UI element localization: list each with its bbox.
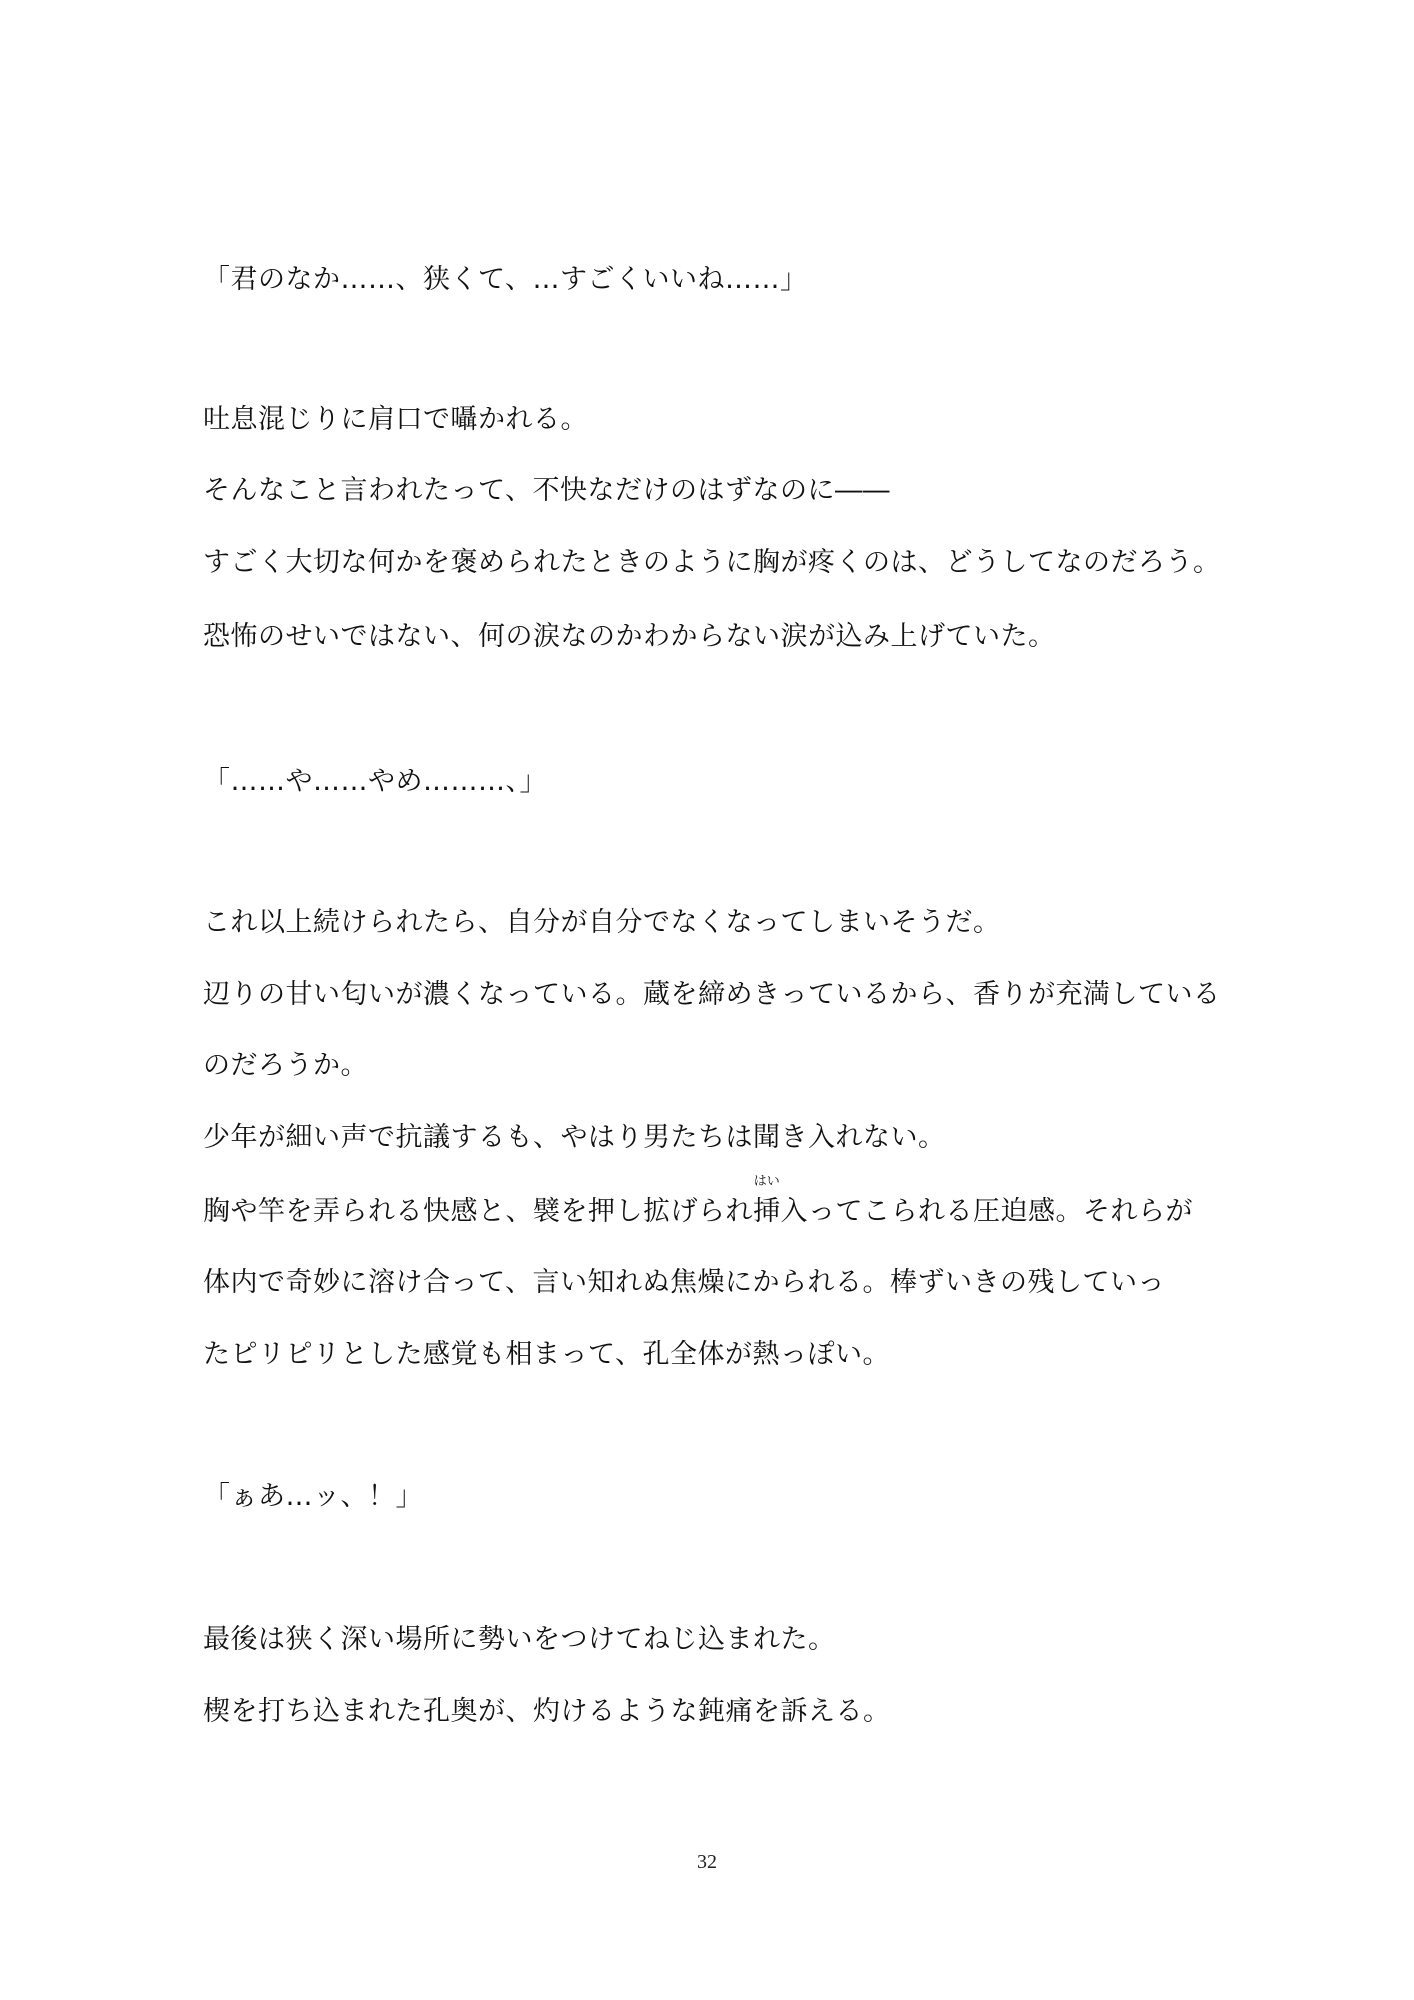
text-line: 楔を打ち込まれた孔奥が、灼けるような鈍痛を訴える。 bbox=[203, 1696, 891, 1727]
text-line: 少年が細い声で抗議するも、やはり男たちは聞き入れない。 bbox=[203, 1122, 946, 1153]
text-line: 体内で奇妙に溶け合って、言い知れぬ焦燥にかられる。棒ずいきの残していっ bbox=[203, 1267, 1165, 1298]
dialogue-line: 「君のなか……、狭くて、…すごくいいね……」 bbox=[203, 264, 808, 295]
ruby-line-before: 胸や竿を弄られる快感と、襞を押し拡げられ bbox=[203, 1196, 753, 1227]
ruby-line-after: 入ってこられる圧迫感。それらが bbox=[780, 1196, 1193, 1227]
ruby-annotation bbox=[753, 1174, 781, 1229]
text-line: 辺りの甘い匂いが濃くなっている。蔵を締めきっているから、香りが充満している bbox=[203, 979, 1221, 1010]
text-line: 恐怖のせいではない、何の涙なのかわからない涙が込み上げていた。 bbox=[203, 621, 1056, 652]
text-line: 吐息混じりに肩口で囁かれる。 bbox=[203, 404, 588, 435]
dialogue-line: 「ぁあ…ッ、！」 bbox=[203, 1481, 423, 1512]
text-line: 最後は狭く深い場所に勢いをつけてねじ込まれた。 bbox=[203, 1624, 836, 1655]
text-line: のだろうか。 bbox=[203, 1050, 368, 1081]
page-number: 32 bbox=[697, 1851, 717, 1873]
text-line: たピリピリとした感覚も相まって、孔全体が熱っぽい。 bbox=[203, 1339, 890, 1370]
text-line: これ以上続けられたら、自分が自分でなくなってしまいそうだ。 bbox=[203, 907, 1001, 938]
dialogue-line: 「……や……やめ………、」 bbox=[203, 766, 547, 797]
ruby-reading: はい bbox=[753, 1174, 780, 1189]
text-line-with-ruby bbox=[203, 1174, 1193, 1229]
ruby-base: 挿 bbox=[753, 1196, 781, 1227]
text-line: そんなこと言われたって、不快なだけのはずなのに―― bbox=[203, 475, 890, 506]
text-line: すごく大切な何かを褒められたときのように胸が疼くのは、どうしてなのだろう。 bbox=[203, 547, 1221, 578]
